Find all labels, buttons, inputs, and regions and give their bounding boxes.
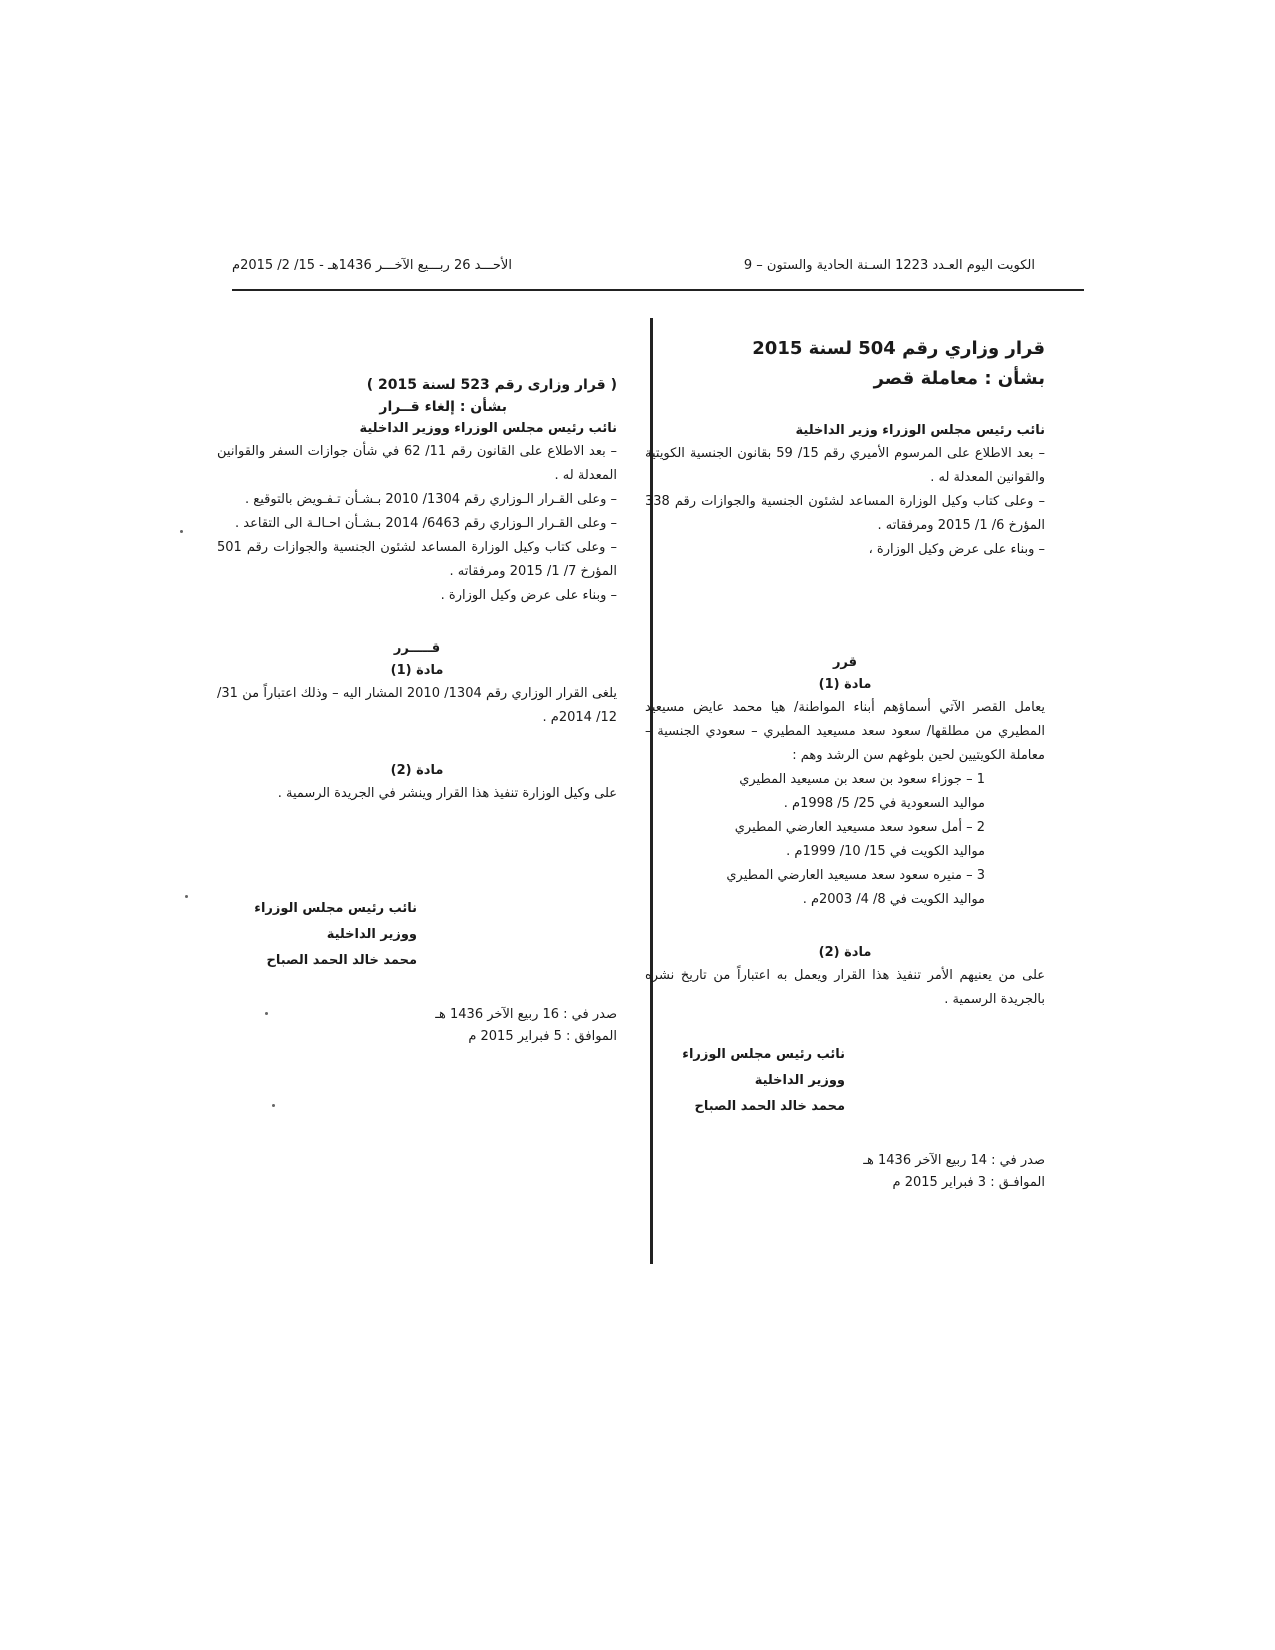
article-2-title: مادة (2)	[390, 763, 444, 778]
article-1-title: مادة (1)	[390, 663, 444, 678]
minor-name: 1 – جوزاء سعود بن سعد بن مسيعيد المطيري	[739, 772, 985, 787]
decided-heading: قرر	[832, 655, 858, 670]
article-1-text: يعامل القصر الآتي أسماؤهم أبناء المواطنة/ هيا محمد عايض مسيعيد المطيري من مطلقها/ سعود سعد مسيعيد المطيري – سعودي الجنسية – معاملة الكويتيين لحين بلوغهم سن الرشد وهم :	[645, 700, 1045, 763]
signature-line: ووزير الداخلية	[754, 1073, 845, 1088]
header-rule	[232, 289, 1084, 291]
decree-523	[217, 374, 617, 1048]
preamble-item: – وبناء على عرض وكيل الوزارة .	[440, 588, 617, 603]
issued-hijri: صدر في : 16 ربيع الآخر 1436 هـ	[435, 1007, 617, 1022]
header-issue-info: الكويت اليوم العـدد 1223 السـنة الحادية والستون – 9	[743, 258, 1035, 273]
header-date: الأحـــد 26 ربـــيع الآخـــر 1436هـ - 15/ 2/ 2015م	[232, 258, 512, 273]
minor-birth: مواليد الكويت في 15/ 10/ 1999م .	[786, 844, 985, 859]
issued-gregorian: الموافق : 5 فبراير 2015 م	[468, 1029, 617, 1044]
scan-speck	[265, 1012, 268, 1015]
preamble-item: – وعلى القـرار الـوزاري رقم 6463/ 2014 بـشـأن احـالـة الى التقاعد .	[235, 516, 617, 531]
scan-speck	[272, 1104, 275, 1107]
decree-title: ( قرار وزارى رقم 523 لسنة 2015 )	[366, 377, 617, 393]
signature-line: نائب رئيس مجلس الوزراء	[254, 901, 417, 916]
minor-name: 3 – منيره سعود سعد مسيعيد العارضي المطيري	[726, 868, 985, 883]
issued-gregorian: الموافـق : 3 فبراير 2015 م	[892, 1175, 1045, 1190]
preamble-item: – وبناء على عرض وكيل الوزارة ،	[868, 542, 1045, 557]
decree-504	[645, 334, 1045, 1194]
minor-birth: مواليد السعودية في 25/ 5/ 1998م .	[783, 796, 985, 811]
signature-line: ووزير الداخلية	[326, 927, 417, 942]
preamble-item: – وعلى القـرار الـوزاري رقم 1304/ 2010 بـشـأن تـفـويض بالتوقيع .	[245, 492, 617, 507]
issued-hijri: صدر في : 14 ربيع الآخر 1436 هـ	[863, 1153, 1045, 1168]
issuing-authority: نائب رئيس مجلس الوزراء وزير الداخلية	[795, 423, 1045, 438]
signature-line: محمد خالد الحمد الصباح	[266, 953, 417, 968]
preamble-item: – بعد الاطلاع على القانون رقم 11/ 62 في شأن جوازات السفر والقوانين المعدلة له .	[217, 444, 617, 483]
article-1-text: يلغى القرار الوزاري رقم 1304/ 2010 المشار اليه – وذلك اعتباراً من 31/ 12/ 2014م .	[217, 686, 617, 725]
signature-line: نائب رئيس مجلس الوزراء	[682, 1047, 845, 1062]
minor-birth: مواليد الكويت في 8/ 4/ 2003م .	[802, 892, 985, 907]
decree-title: قرار وزاري رقم 504 لسنة 2015	[752, 338, 1045, 359]
decree-subtitle: بشأن : معاملة قصر	[873, 368, 1045, 389]
scan-speck	[180, 530, 183, 533]
article-2-text: على وكيل الوزارة تنفيذ هذا القرار وينشر في الجريدة الرسمية .	[277, 786, 617, 801]
preamble-item: – بعد الاطلاع على المرسوم الأميري رقم 15/ 59 بقانون الجنسية الكويتية والقوانين المعدلة له .	[645, 446, 1045, 485]
issuing-authority: نائب رئيس مجلس الوزراء ووزير الداخلية	[359, 421, 617, 436]
signature-line: محمد خالد الحمد الصباح	[694, 1099, 845, 1114]
decree-subtitle: بشأن : إلغاء قــرار	[379, 399, 507, 415]
decided-heading: قـــــرر	[393, 641, 441, 656]
preamble-item: – وعلى كتاب وكيل الوزارة المساعد لشئون الجنسية والجوازات رقم 338 المؤرخ 6/ 1/ 2015 ومرفقاته .	[645, 494, 1045, 533]
minor-name: 2 – أمل سعود سعد مسيعيد العارضي المطيري	[734, 820, 985, 835]
article-2-title: مادة (2)	[818, 945, 872, 960]
scan-speck	[185, 895, 188, 898]
article-2-text: على من يعنيهم الأمر تنفيذ هذا القرار ويعمل به اعتباراً من تاريخ نشره بالجريدة الرسمية .	[645, 968, 1045, 1007]
preamble-item: – وعلى كتاب وكيل الوزارة المساعد لشئون الجنسية والجوازات رقم 501 المؤرخ 7/ 1/ 2015 ومرفقاته .	[217, 540, 617, 579]
article-1-title: مادة (1)	[818, 677, 872, 692]
